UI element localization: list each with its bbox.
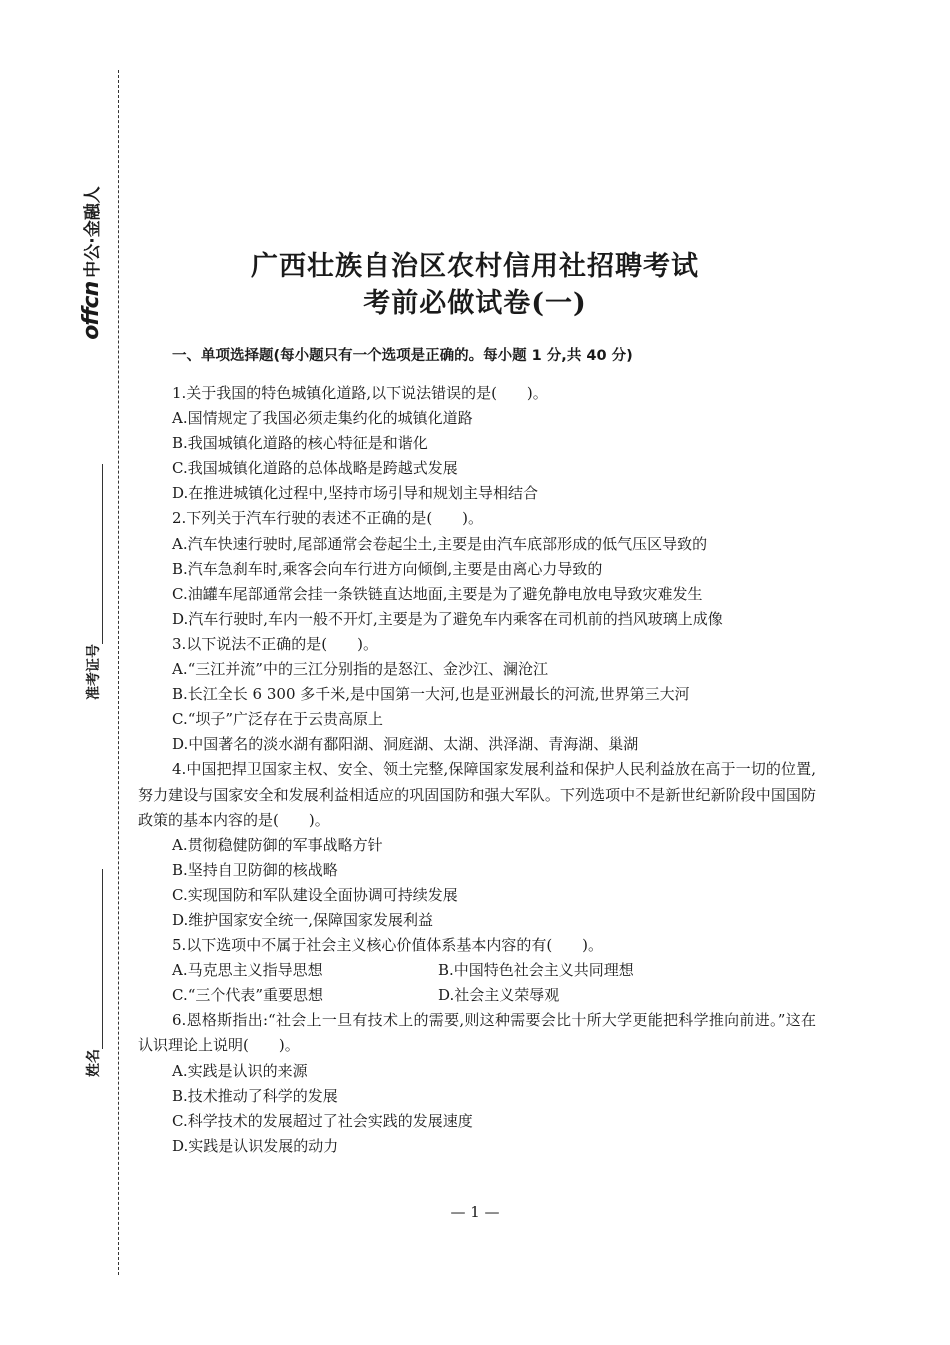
question-stem: 2.下列关于汽车行驶的表述不正确的是( )。 bbox=[172, 509, 484, 528]
option-a: A.国情规定了我国必须走集约化的城镇化道路 bbox=[172, 409, 473, 428]
option-a: A.马克思主义指导思想 bbox=[172, 961, 323, 980]
question-stem: 1.关于我国的特色城镇化道路,以下说法错误的是( )。 bbox=[172, 384, 548, 402]
option-d: D.在推进城镇化过程中,坚持市场引导和规划主导相结合 bbox=[172, 484, 539, 503]
question-list bbox=[138, 381, 816, 1159]
binding-dashed-line bbox=[118, 70, 119, 1275]
name-underline bbox=[86, 869, 103, 1049]
option-row bbox=[138, 958, 816, 983]
name-label: 姓名 bbox=[86, 1049, 102, 1077]
option-d: D.维护国家安全统一,保障国家发展利益 bbox=[172, 910, 434, 929]
exam-subtitle: 考前必做试卷(一) bbox=[363, 288, 587, 319]
option-a: A.贯彻稳健防御的军事战略方针 bbox=[172, 835, 383, 854]
option-a: A.“三江并流”中的三江分别指的是怒江、金沙江、澜沧江 bbox=[172, 660, 548, 679]
option-b: B.技术推动了科学的发展 bbox=[172, 1086, 338, 1105]
section-heading: 一、单项选择题(每小题只有一个选项是正确的。每小题 1 分,共 40 分) bbox=[172, 348, 633, 364]
offcn-logo bbox=[77, 183, 107, 343]
option-b: B.汽车急刹车时,乘客会向车行进方向倾倒,主要是由离心力导致的 bbox=[172, 559, 603, 578]
option-c: C.“三个代表”重要思想 bbox=[172, 986, 324, 1005]
admission-number-label: 准考证号 bbox=[86, 644, 102, 700]
option-d: D.社会主义荣辱观 bbox=[438, 986, 560, 1005]
option-d: D.实践是认识发展的动力 bbox=[172, 1136, 339, 1155]
exam-title: 广西壮族自治区农村信用社招聘考试 bbox=[251, 251, 699, 282]
option-c: C.实现国防和军队建设全面协调可持续发展 bbox=[172, 885, 458, 904]
option-b: B.坚持自卫防御的核战略 bbox=[172, 860, 338, 879]
option-b: B.长江全长 6 300 多千米,是中国第一大河,也是亚洲最长的河流,世界第三大河 bbox=[172, 685, 690, 704]
option-row bbox=[138, 983, 816, 1008]
question-stem: 6.恩格斯指出:“社会上一旦有技术上的需要,则这种需要会比十所大学更能把科学推向前进。”这在认识理论上说明( )。 bbox=[138, 1011, 816, 1055]
option-d: D.汽车行驶时,车内一般不开灯,主要是为了避免车内乘客在司机前的挡风玻璃上成像 bbox=[172, 609, 723, 628]
question-stem: 5.以下选项中不属于社会主义核心价值体系基本内容的有( )。 bbox=[172, 936, 604, 955]
logo-text: 中公·金融人 bbox=[83, 186, 103, 278]
option-c: C.“坝子”广泛存在于云贵高原上 bbox=[172, 710, 384, 729]
name-field bbox=[82, 877, 106, 1077]
option-c: C.我国城镇化道路的总体战略是跨越式发展 bbox=[172, 459, 458, 478]
page-number: — 1 — bbox=[450, 1203, 500, 1221]
option-a: A.汽车快速行驶时,尾部通常会卷起尘土,主要是由汽车底部形成的低气压区导致的 bbox=[172, 534, 708, 553]
option-b: B.中国特色社会主义共同理想 bbox=[438, 961, 634, 980]
option-d: D.中国著名的淡水湖有鄱阳湖、洞庭湖、太湖、洪泽湖、青海湖、巢湖 bbox=[172, 735, 639, 754]
question-stem: 3.以下说法不正确的是( )。 bbox=[172, 634, 379, 653]
option-c: C.科学技术的发展超过了社会实践的发展速度 bbox=[172, 1111, 473, 1130]
question-stem: 4.中国把捍卫国家主权、安全、领土完整,保障国家发展利益和保护人民利益放在高于一切的位置,努力建设与国家安全和发展利益相适应的巩固国防和强大军队。下列选项中不是新世纪新阶段中国国防政策的基本内容的是( )。 bbox=[138, 760, 816, 829]
option-b: B.我国城镇化道路的核心特征是和谐化 bbox=[172, 434, 428, 453]
admission-number-underline bbox=[86, 464, 103, 644]
logo-brand: offcn bbox=[79, 281, 104, 340]
option-c: C.油罐车尾部通常会挂一条铁链直达地面,主要是为了避免静电放电导致灾难发生 bbox=[172, 584, 703, 603]
option-a: A.实践是认识的来源 bbox=[172, 1061, 308, 1080]
admission-number-field bbox=[82, 500, 106, 700]
